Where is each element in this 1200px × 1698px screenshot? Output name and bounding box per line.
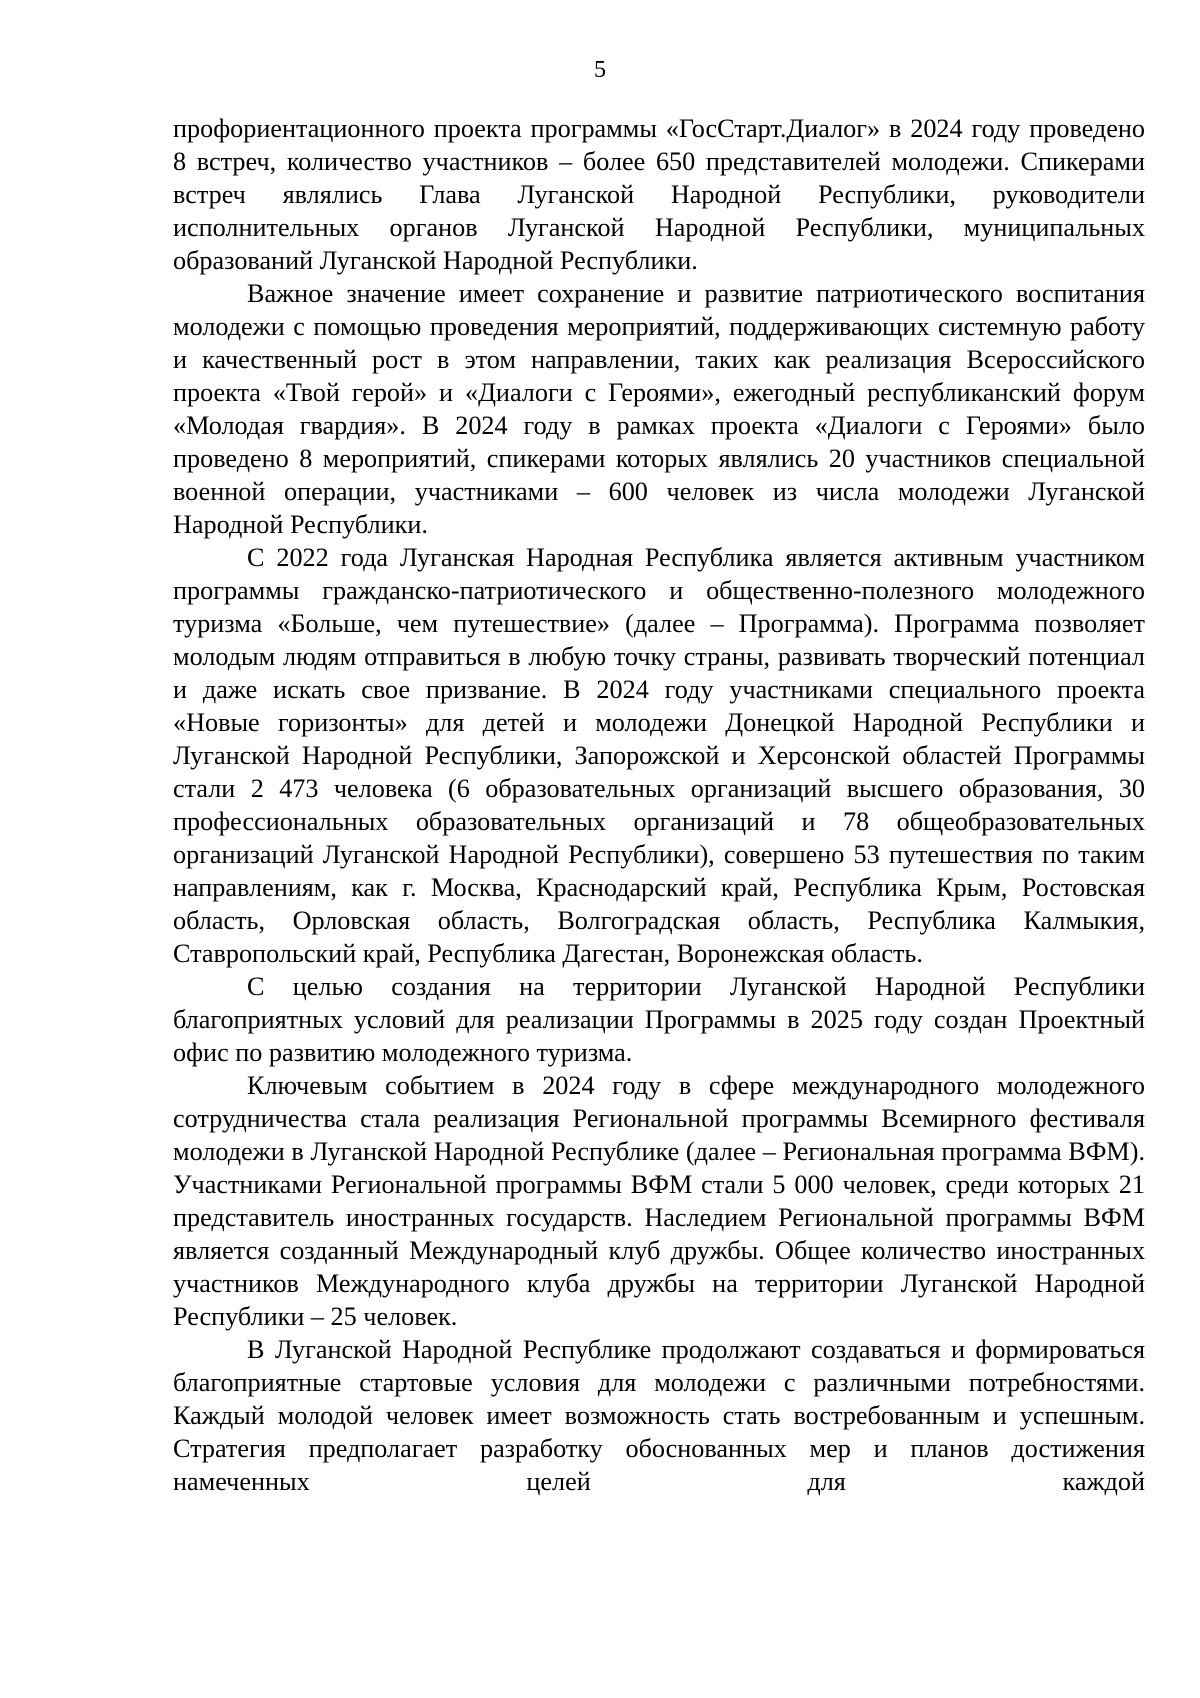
paragraph-continuation: профориентационного проекта программы «ГосСтарт.Диалог» в 2024 году проведено 8 встреч, количество участников – более 650 представителей молодежи. Спикерами встреч являлись Глава Луганской Народной Республики, руководители исполнительных органов Луганской Народной Республики, муниципальных образований Луганской Народной Республики.	[173, 114, 1145, 275]
document-body	[173, 112, 1145, 1498]
page-number: 5	[594, 57, 606, 83]
paragraph-start-conditions: В Луганской Народной Республике продолжают создаваться и формироваться благоприятные стартовые условия для молодежи с различными потребностями. Каждый молодой человек имеет возможность стать востребованным и успешным. Стратегия предполагает разработку обоснованных мер и планов достижения намеченных целей для каждой	[173, 1335, 1145, 1496]
paragraph-youth-tourism-program: С 2022 года Луганская Народная Республика является активным участником программы гражданско-патриотического и общественно-полезного молодежного туризма «Больше, чем путешествие» (далее – Программа). Программа позволяет молодым людям отправиться в любую точку страны, развивать творческий потенциал и даже искать свое призвание. В 2024 году участниками специального проекта «Новые горизонты» для детей и молодежи Донецкой Народной Республики и Луганской Народной Республики, Запорожской и Херсонской областей Программы стали 2 473 человека (6 образовательных организаций высшего образования, 30 профессиональных образовательных организаций и 78 общеобразовательных организаций Луганской Народной Республики), совершено 53 путешествия по таким направлениям, как г. Москва, Краснодарский край, Республика Крым, Ростовская область, Орловская область, Волгоградская область, Республика Калмыкия, Ставропольский край, Республика Дагестан, Воронежская область.	[173, 543, 1145, 968]
paragraph-project-office: С целью создания на территории Луганской Народной Республики благоприятных условий для реализации Программы в 2025 году создан Проектный офис по развитию молодежного туризма.	[173, 972, 1145, 1067]
paragraph-international-cooperation: Ключевым событием в 2024 году в сфере международного молодежного сотрудничества стала реализация Региональной программы Всемирного фестиваля молодежи в Луганской Народной Республике (далее – Региональная программа ВФМ). Участниками Региональной программы ВФМ стали 5 000 человек, среди которых 21 представитель иностранных государств. Наследием Региональной программы ВФМ является созданный Международный клуб дружбы. Общее количество иностранных участников Международного клуба дружбы на территории Луганской Народной Республики – 25 человек.	[173, 1071, 1145, 1331]
paragraph-patriotic-education: Важное значение имеет сохранение и развитие патриотического воспитания молодежи с помощью проведения мероприятий, поддерживающих системную работу и качественный рост в этом направлении, таких как реализация Всероссийского проекта «Твой герой» и «Диалоги с Героями», ежегодный республиканский форум «Молодая гвардия». В 2024 году в рамках проекта «Диалоги с Героями» было проведено 8 мероприятий, спикерами которых являлись 20 участников специальной военной операции, участниками – 600 человек из числа молодежи Луганской Народной Республики.	[173, 279, 1145, 539]
